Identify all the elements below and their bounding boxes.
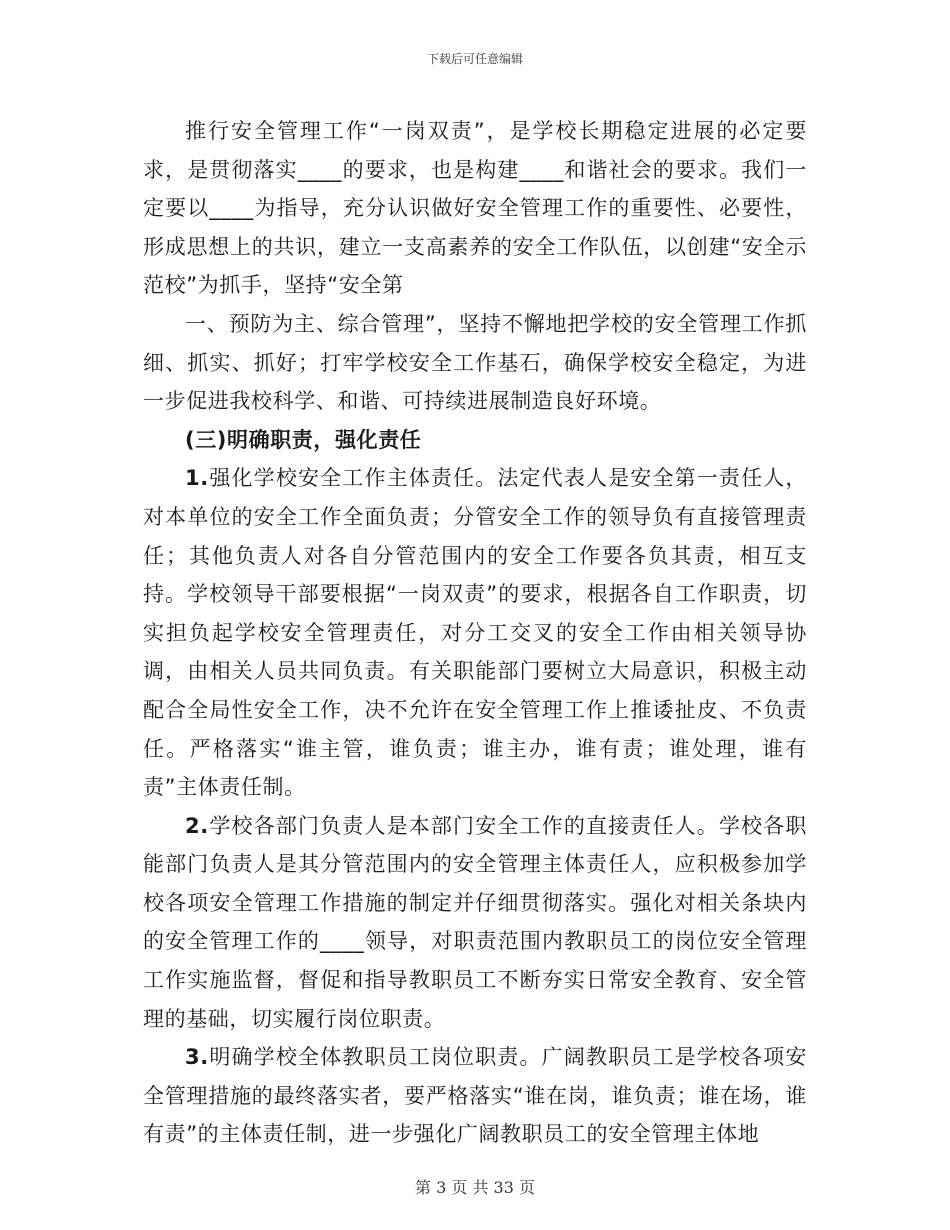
paragraph: 一、预防为主、综合管理”，坚持不懈地把学校的安全管理工作抓细、抓实、抓好；打牢学校安全工作基石，确保学校安全稳定，为进一步促进我校科学、和谐、可持续进展制造良好环境。 — [143, 311, 807, 414]
item-number: 2. — [185, 813, 209, 838]
document-body — [143, 112, 807, 1154]
paragraph-text: 学校各部门负责人是本部门安全工作的直接责任人。学校各职能部门负责人是其分管范围内的安全管理主体责任人，应积极参加学校各项安全管理工作措施的制定并仔细贯彻落实。强化对相关条块内的安全管理工作的____领导，对职责范围内教职员工的岗位安全管理工作实施监督，督促和指导教职员工不断夯实日常安全教育、安全管理的基础，切实履行岗位职责。 — [143, 813, 807, 1031]
paragraph: 推行安全管理工作“一岗双责”，是学校长期稳定进展的必定要求，是贯彻落实____的要求，也是构建____和谐社会的要求。我们一定要以____为指导，充分认识做好安全管理工作的重要性、必要性，形成思想上的共识，建立一支高素养的安全工作队伍，以创建“安全示范校”为抓手，坚持“安全第 — [143, 119, 807, 298]
paragraph-text: 强化学校安全工作主体责任。法定代表人是安全第一责任人，对本单位的安全工作全面负责；分管安全工作的领导负有直接管理责任；其他负责人对各自分管范围内的安全工作要各负其责，相互支持。学校领导干部要根据“一岗双责”的要求，根据各自工作职责，切实担负起学校安全管理责任，对分工交叉的安全工作由相关领导协调，由相关人员共同负责。有关职能部门要树立大局意识，积极主动配合全局性安全工作，决不允许在安全管理工作上推诿扯皮、不负责任。严格落实“谁主管，谁负责；谁主办，谁有责；谁处理，谁有责”主体责任制。 — [143, 466, 807, 800]
section-heading: (三)明确职责，强化责任 — [185, 427, 422, 452]
page-header: 下载后可任意编辑 — [426, 52, 523, 66]
item-number: 1. — [185, 466, 209, 491]
paragraph-text: 明确学校全体教职员工岗位职责。广阔教职员工是学校各项安全管理措施的最终落实者，要严格落实“谁在岗，谁负责；谁在场，谁有责”的主体责任制，进一步强化广阔教职员工的安全管理主体地 — [143, 1045, 807, 1147]
numbered-paragraph — [143, 1038, 807, 1154]
numbered-paragraph — [143, 459, 807, 806]
numbered-paragraph — [143, 807, 807, 1039]
item-number: 3. — [185, 1045, 209, 1070]
page-footer: 第 3 页 共 33 页 — [415, 1178, 535, 1197]
